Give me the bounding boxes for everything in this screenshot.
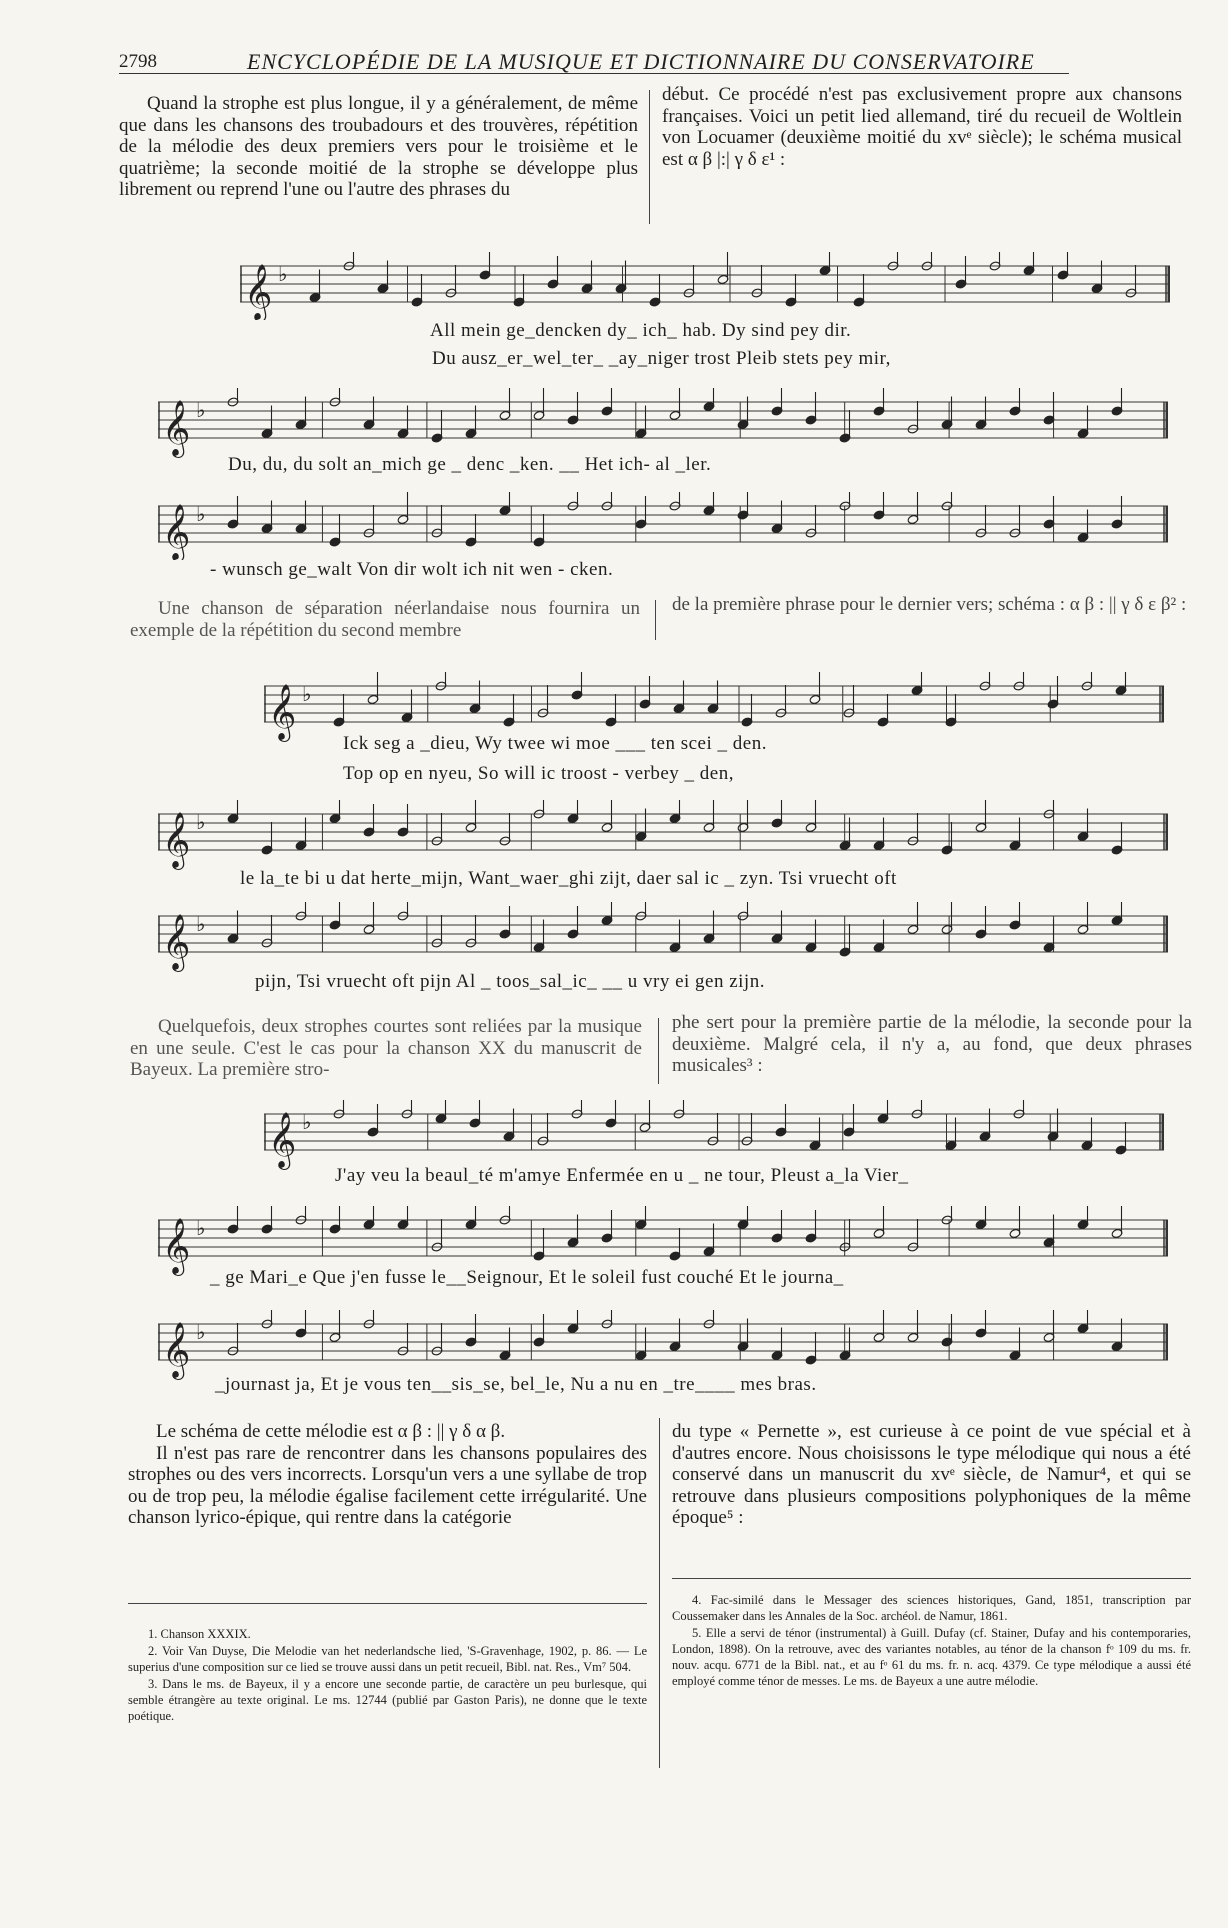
footnotes-right	[672, 1592, 1191, 1690]
lyric-line: _journast ja, Et je vous ten__sis_se, bel_le, Nu a nu en _tre____ mes bras.	[215, 1374, 817, 1395]
column-divider	[655, 600, 656, 640]
lyric-line: le la_te bi u dat herte_mijn, Want_waer_ghi zijt, daer sal ic _ zyn. Tsi vruecht oft	[240, 868, 897, 889]
paragraph: de la première phrase pour le dernier vers; schéma : α β : || γ δ ε β² :	[672, 594, 1187, 615]
footnote: 4. Fac-similé dans le Messager des sciences historiques, Gand, 1851, transcription par Coussemaker dans les Annales de la Soc. archéol. de Namur, 1861.	[672, 1593, 1191, 1623]
svg-text:𝄞: 𝄞	[162, 1322, 191, 1378]
music-staff	[158, 902, 1168, 978]
paragraph: début. Ce procédé n'est pas exclusivement propre aux chansons françaises. Voici un petit lied allemand, tiré du recueil de Woltlein von Locuamer (deuxième moitié du xvᵉ siècle); le schéma musical est α β |:| γ δ ε¹ :	[662, 84, 1182, 170]
svg-text:𝄞: 𝄞	[162, 812, 191, 868]
svg-text:♭: ♭	[278, 262, 288, 286]
lyric-line: pijn, Tsi vruecht oft pijn Al _ toos_sal_ic_ __ u vry ei gen zijn.	[255, 971, 765, 992]
music-staff	[240, 252, 1170, 320]
svg-text:♭: ♭	[302, 682, 312, 706]
svg-text:♭: ♭	[196, 398, 206, 422]
paragraph: Il n'est pas rare de rencontrer dans les chansons populaires des strophes ou des vers incorrects. Lorsqu'un vers a une syllabe de trop ou de trop peu, la mélodie égalise facilement cette irrégularité. Une chanson lyrico-épique, qui rentre dans la catégorie	[128, 1442, 647, 1528]
page-title: ENCYCLOPÉDIE DE LA MUSIQUE ET DICTIONNAIRE DU CONSERVATOIRE	[247, 49, 1035, 74]
column-divider	[658, 1018, 659, 1084]
svg-text:𝄞: 𝄞	[162, 400, 191, 456]
lyric-line: Du, du, du solt an_mich ge _ denc _ken. __ Het ich- al _ler.	[228, 454, 712, 475]
music-staff	[158, 388, 1168, 460]
paragraph: Quand la strophe est plus longue, il y a généralement, de même que dans les chansons des troubadours et des trouvères, répétition de la mélodie des deux premiers vers pour le troisième et le quatrième; la seconde moitié de la strophe se développe plus librement ou reprend l'une ou l'autre des phrases du	[119, 93, 638, 200]
column-divider	[659, 1418, 660, 1768]
footnote: 3. Dans le ms. de Bayeux, il y a encore une seconde partie, de caractère un peu burlesque, qui semble étrangère au texte original. Le ms. 12744 (publié par Gaston Paris), ne donne que le texte poétique.	[128, 1677, 647, 1723]
paragraph: Le schéma de cette mélodie est α β : || γ δ α β.	[156, 1421, 506, 1442]
footnotes-left	[128, 1626, 647, 1725]
text-column-right-1	[662, 84, 1182, 170]
lyric-line: _ ge Mari_e Que j'en fusse le__Seignour, Et le soleil fust couché Et le journa_	[210, 1267, 844, 1288]
text-column-left-1	[119, 93, 638, 201]
paragraph: du type « Pernette », est curieuse à ce point de vue spécial et à d'autres encore. Nous choisissons le type mélodique qui nous a été conservé dans un manuscrit du xvᵉ siècle, de Namur⁴, et qui se retrouve dans plusieurs compositions polyphoniques de la même époque⁵ :	[672, 1421, 1191, 1528]
music-staff	[158, 800, 1168, 876]
svg-text:♭: ♭	[196, 810, 206, 834]
text-column-right-3	[672, 1012, 1192, 1077]
text-column-left-2	[130, 598, 640, 641]
svg-text:𝄞: 𝄞	[162, 504, 191, 560]
music-staff	[264, 1100, 1164, 1170]
svg-text:♭: ♭	[196, 1216, 206, 1240]
paragraph: Quelquefois, deux strophes courtes sont reliées par la musique en une seule. C'est le cas pour la chanson XX du manuscrit de Bayeux. La première stro-	[130, 1016, 642, 1080]
paragraph: Une chanson de séparation néerlandaise nous fournira un exemple de la répétition du second membre	[130, 598, 640, 641]
svg-text:♭: ♭	[196, 1320, 206, 1344]
music-staff	[158, 1310, 1168, 1384]
footnote: 2. Voir Van Duyse, Die Melodie van het nederlandsche lied, 'S-Gravenhage, 1902, p. 86. — Le superius d'une composition sur ce lied se trouve aussi dans un petit recueil, Bibl. nat. Res., Vm⁷ 504.	[128, 1644, 647, 1674]
text-column-left-4	[128, 1421, 647, 1529]
svg-text:𝄞: 𝄞	[268, 1112, 297, 1168]
svg-text:𝄞: 𝄞	[244, 264, 273, 320]
lyric-line: Ick seg a _dieu, Wy twee wi moe ___ ten scei _ den.	[343, 733, 767, 754]
svg-text:♭: ♭	[302, 1110, 312, 1134]
page-header	[119, 45, 1069, 74]
svg-text:𝄞: 𝄞	[268, 684, 297, 740]
lyric-line: All mein ge_dencken dy_ ich_ hab. Dy sind pey dir.	[430, 320, 852, 341]
text-column-right-4	[672, 1421, 1191, 1529]
lyric-line: - wunsch ge_walt Von dir wolt ich nit wen - cken.	[210, 559, 614, 580]
page-number: 2798	[119, 51, 157, 72]
footnote: 5. Elle a servi de ténor (instrumental) à Guill. Dufay (cf. Stainer, Dufay and his contemporaries, London, 1898). On la retrouve, avec des variantes notables, au ténor de la chanson fᵒ 109 du ms. fr. nouv. acqu. 6771 de la Bibl. nat., et au fᵒ 61 du ms. fr. n. acq. 4379. Ce type mélodique a aussi été employé comme ténor de messes. Le ms. de Bayeux a une autre mélodie.	[672, 1626, 1191, 1688]
svg-text:𝄞: 𝄞	[162, 1218, 191, 1274]
footnote-rule	[128, 1603, 647, 1604]
svg-text:♭: ♭	[196, 912, 206, 936]
svg-text:𝄞: 𝄞	[162, 914, 191, 970]
text-column-left-3	[130, 1016, 642, 1081]
svg-text:♭: ♭	[196, 502, 206, 526]
lyric-line: Du ausz_er_wel_ter_ _ay_niger trost Pleib stets pey mir,	[432, 348, 891, 369]
lyric-line: Top op en nyeu, So will ic troost - verbey _ den,	[343, 763, 734, 784]
footnote-rule	[672, 1578, 1191, 1579]
text-column-right-2	[672, 594, 1192, 616]
footnote: 1. Chanson XXXIX.	[148, 1627, 251, 1641]
music-staff	[158, 492, 1168, 560]
paragraph: phe sert pour la première partie de la mélodie, la seconde pour la deuxième. Malgré cela, il n'y a, au fond, que deux phrases musicales³ :	[672, 1012, 1192, 1076]
column-divider	[649, 90, 650, 224]
lyric-line: J'ay veu la beaul_té m'amye Enfermée en u _ ne tour, Pleust a_la Vier_	[335, 1165, 909, 1186]
